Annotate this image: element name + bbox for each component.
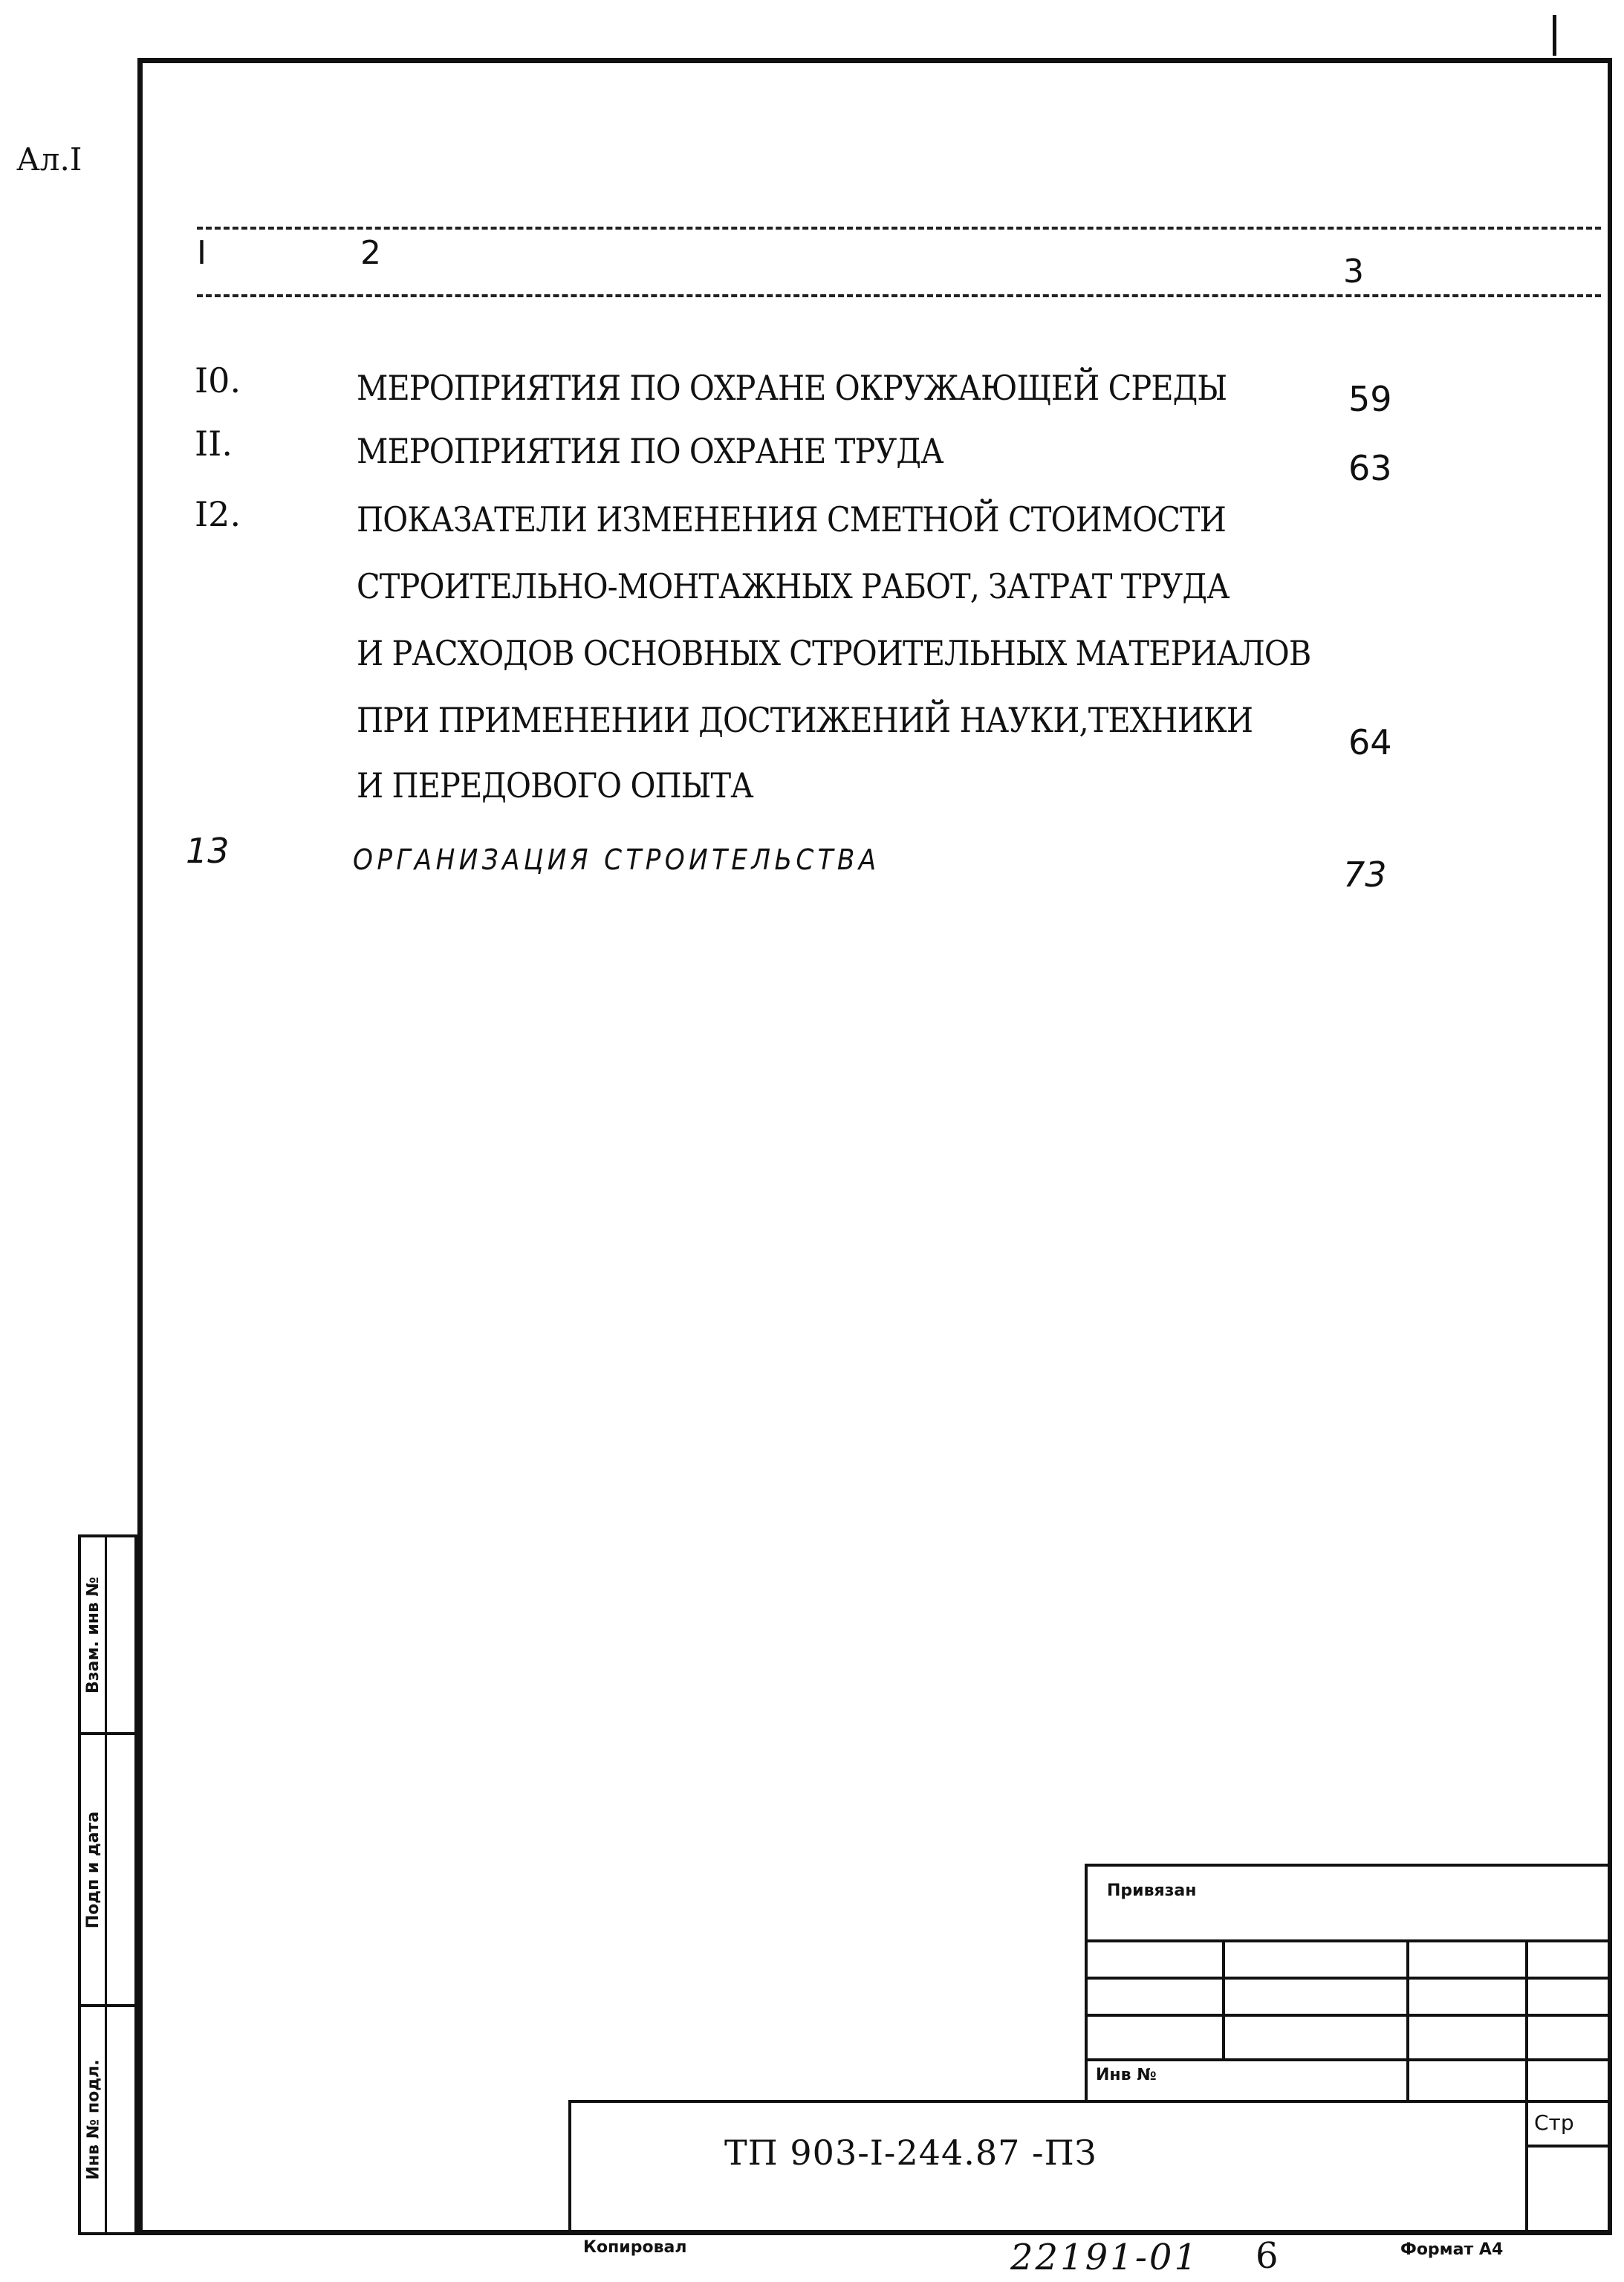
header-bottom-rule: [197, 294, 1601, 297]
footer-number: 22191-01: [1010, 2237, 1199, 2278]
tb-line: [1525, 2145, 1612, 2148]
entry-page: 73: [1343, 855, 1387, 895]
tb-page-label: Стр: [1534, 2110, 1574, 2135]
stamp-vzam-inv: [78, 1534, 137, 1735]
entry-title: МЕРОПРИЯТИЯ ПО ОХРАНЕ ОКРУЖАЮЩЕЙ СРЕДЫ: [357, 368, 1227, 408]
tb-line: [1085, 1864, 1612, 1867]
tb-line: [1085, 1864, 1088, 2103]
footer-sheet: 6: [1256, 2235, 1281, 2277]
tb-inv-no: Инв №: [1096, 2066, 1157, 2084]
entry-number: II.: [195, 424, 233, 464]
entry-title: ОРГАНИЗАЦИЯ СТРОИТЕЛЬСТВА: [353, 843, 880, 876]
stamp-inv-podl-label: Инв № подл.: [84, 2059, 103, 2180]
corner-mark: [1553, 15, 1556, 56]
tb-privyazan: Привязан: [1107, 1881, 1197, 1900]
entry-title-line: ПОКАЗАТЕЛИ ИЗМЕНЕНИЯ СМЕТНОЙ СТОИМОСТИ: [357, 499, 1226, 539]
document-code: ТП 903-I-244.87 -ПЗ: [724, 2133, 1097, 2173]
tb-line: [1222, 1939, 1225, 2058]
stamp-podp-data: [78, 1732, 137, 2007]
entry-page: 59: [1348, 379, 1392, 419]
tb-line: [1085, 2058, 1612, 2061]
column-head-3: 3: [1343, 253, 1364, 291]
entry-title-line: И ПЕРЕДОВОГО ОПЫТА: [357, 765, 753, 805]
tb-line: [1525, 2100, 1528, 2234]
tb-line: [1525, 1939, 1528, 2103]
tb-line: [568, 2100, 571, 2234]
footer-format: Формат А4: [1400, 2240, 1504, 2259]
entry-page: 64: [1348, 722, 1392, 762]
entry-title-line: СТРОИТЕЛЬНО-МОНТАЖНЫХ РАБОТ, ЗАТРАТ ТРУДА: [357, 566, 1230, 606]
column-head-1: I: [197, 234, 207, 272]
entry-title: МЕРОПРИЯТИЯ ПО ОХРАНЕ ТРУДА: [357, 431, 943, 471]
tb-line: [1085, 1977, 1612, 1980]
entry-title-line: И РАСХОДОВ ОСНОВНЫХ СТРОИТЕЛЬНЫХ МАТЕРИАЛОВ: [357, 633, 1311, 673]
entry-number: I0.: [195, 360, 241, 401]
tb-line: [568, 2100, 1612, 2103]
tb-line: [1085, 2014, 1612, 2017]
entry-page: 63: [1348, 448, 1392, 488]
drawing-frame-bottom: [137, 2230, 1612, 2235]
sheet-label: Ал.I: [16, 141, 82, 178]
column-head-2: 2: [360, 234, 381, 272]
stamp-podp-data-label: Подп и дата: [84, 1811, 103, 1928]
tb-line: [1406, 1939, 1409, 2103]
tb-line: [1085, 1939, 1612, 1942]
footer-copied: Копировал: [583, 2238, 687, 2257]
stamp-vzam-inv-label: Взам. инв №: [84, 1576, 103, 1693]
entry-title-line: ПРИ ПРИМЕНЕНИИ ДОСТИЖЕНИЙ НАУКИ,ТЕХНИКИ: [357, 700, 1253, 740]
header-top-rule: [197, 227, 1601, 230]
entry-number: I2.: [195, 494, 241, 534]
entry-number: 13: [186, 831, 230, 871]
stamp-inv-podl: [78, 2004, 137, 2235]
